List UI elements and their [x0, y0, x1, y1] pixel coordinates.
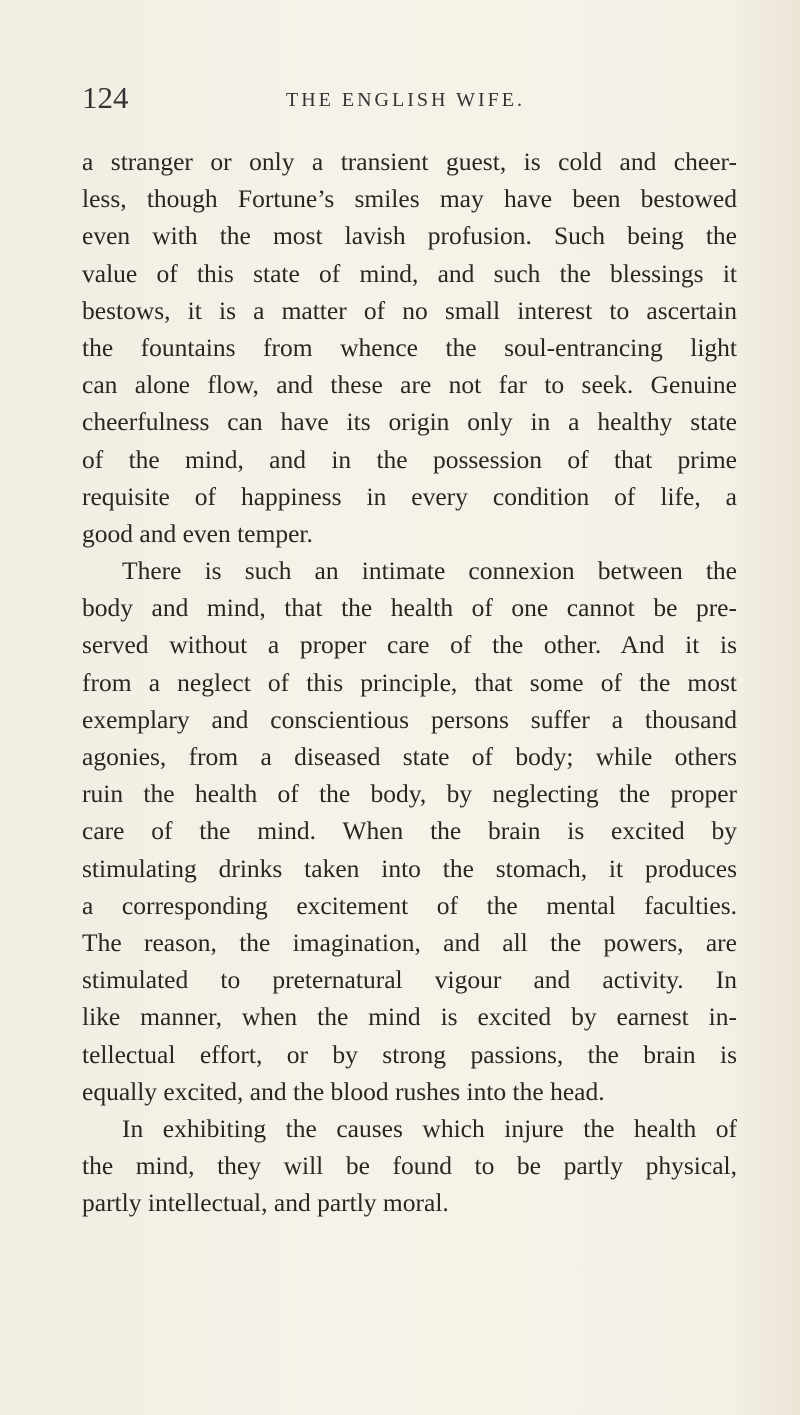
text-line-paragraph-start: In exhibiting the causes which injure the health of	[122, 1113, 737, 1143]
page-number: 124	[82, 80, 129, 115]
text-line: like manner, when the mind is excited by earnest in-	[82, 1002, 737, 1032]
text-line: bestows, it is a matter of no small interest to ascertain	[82, 295, 737, 325]
text-line: requisite of happiness in every condition of life, a	[82, 481, 737, 511]
text-line: exemplary and conscientious persons suffer a thousand	[82, 704, 737, 734]
text-line: cheerfulness can have its origin only in a healthy state	[82, 407, 737, 437]
text-line: tellectual effort, or by strong passions, the brain is	[82, 1039, 737, 1069]
text-line: stimulated to preternatural vigour and activity. In	[82, 965, 737, 995]
text-line: ruin the health of the body, by neglecting the proper	[82, 779, 737, 809]
text-line: value of this state of mind, and such the blessings it	[82, 258, 737, 288]
text-line: from a neglect of this principle, that some of the most	[82, 667, 737, 697]
text-line: of the mind, and in the possession of that prime	[82, 444, 737, 474]
text-line: the fountains from whence the soul-entrancing light	[82, 332, 737, 362]
body-text	[82, 143, 737, 1221]
text-line-paragraph-end: partly intellectual, and partly moral.	[82, 1188, 449, 1218]
text-line-paragraph-end: good and even temper.	[82, 518, 313, 548]
text-line: the mind, they will be found to be partly physical,	[82, 1151, 737, 1181]
text-line: can alone flow, and these are not far to seek. Genuine	[82, 370, 737, 400]
text-line: even with the most lavish profusion. Such being the	[82, 221, 737, 251]
text-line: less, though Fortune’s smiles may have been bestowed	[82, 184, 737, 214]
text-line: The reason, the imagination, and all the powers, are	[82, 927, 737, 957]
text-line: a corresponding excitement of the mental faculties.	[82, 890, 737, 920]
text-line-paragraph-end: equally excited, and the blood rushes into the head.	[82, 1076, 605, 1106]
text-line: body and mind, that the health of one cannot be pre-	[82, 593, 737, 623]
text-line: care of the mind. When the brain is excited by	[82, 816, 737, 846]
text-line-paragraph-start: There is such an intimate connexion between the	[122, 556, 737, 586]
running-title: THE ENGLISH WIFE.	[286, 89, 525, 111]
text-line: stimulating drinks taken into the stomach, it produces	[82, 853, 737, 883]
text-line: a stranger or only a transient guest, is cold and cheer-	[82, 147, 737, 176]
text-line: served without a proper care of the other. And it is	[82, 630, 737, 660]
text-line: agonies, from a diseased state of body; while others	[82, 742, 737, 771]
